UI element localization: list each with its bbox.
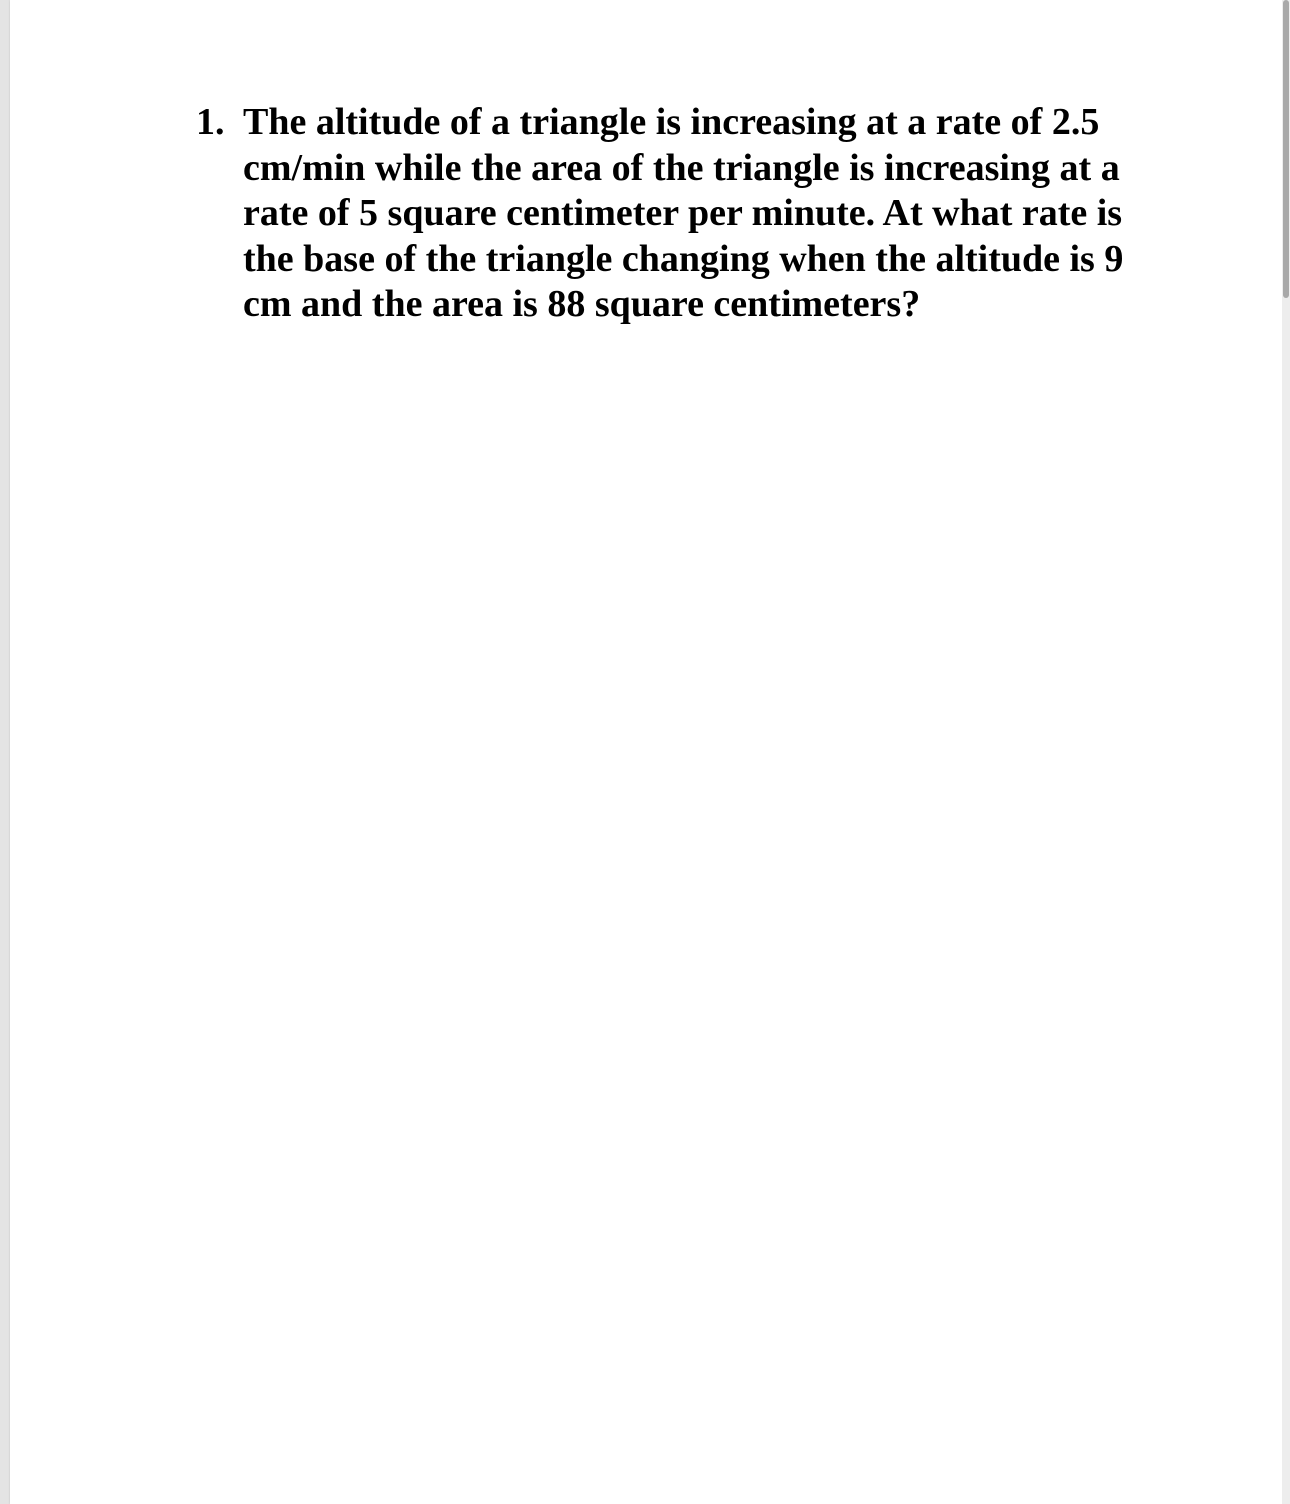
question-1	[196, 100, 1136, 328]
question-text	[243, 100, 1136, 328]
question-line-4: the base of the triangle changing when the altitude is 9	[243, 237, 1124, 280]
question-line-2: cm/min while the area of the triangle is increasing at a	[243, 146, 1120, 189]
question-number: 1.	[196, 101, 225, 143]
question-line-1: The altitude of a triangle is increasing at a rate of 2.5	[243, 101, 1100, 143]
question-line-3: rate of 5 square centimeter per minute. At what rate is	[243, 192, 1123, 234]
document-page	[10, 0, 1282, 1504]
scrollbar-thumb[interactable]	[1283, 0, 1289, 298]
question-line-5: cm and the area is 88 square centimeters?	[243, 283, 921, 325]
vertical-scrollbar[interactable]	[1282, 0, 1290, 1504]
